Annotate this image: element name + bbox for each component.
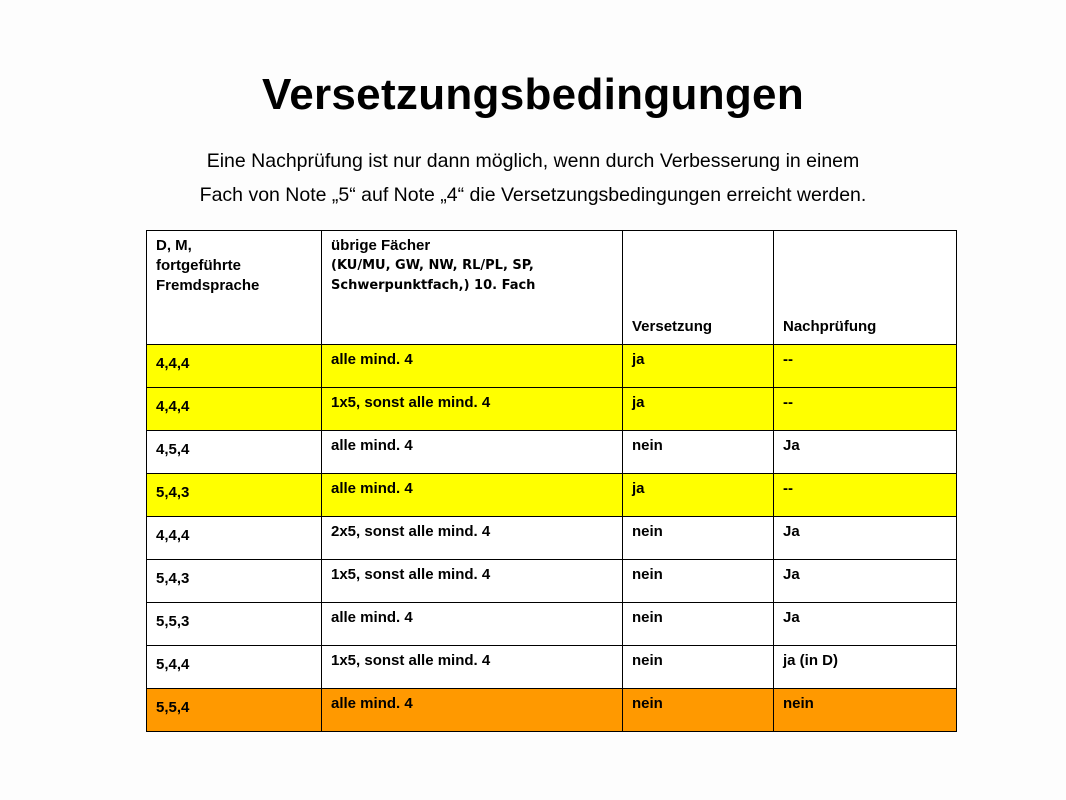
cell-versetzung: nein xyxy=(623,689,774,732)
cell-other-grades: alle mind. 4 xyxy=(322,345,623,388)
promotion-table xyxy=(146,230,957,732)
page-title: Versetzungsbedingungen xyxy=(262,70,804,119)
header-core-line-2: fortgeführte xyxy=(156,257,241,274)
header-nachpruefung: Nachprüfung xyxy=(774,231,957,345)
cell-nachpruefung: Ja xyxy=(774,603,957,646)
cell-other-grades: 1x5, sonst alle mind. 4 xyxy=(322,646,623,689)
table-row xyxy=(147,603,957,646)
table-row xyxy=(147,517,957,560)
cell-nachpruefung: Ja xyxy=(774,517,957,560)
cell-other-grades: alle mind. 4 xyxy=(322,474,623,517)
cell-other-grades: 2x5, sonst alle mind. 4 xyxy=(322,517,623,560)
cell-versetzung: nein xyxy=(623,560,774,603)
cell-core-grades: 4,4,4 xyxy=(147,517,322,560)
table-row xyxy=(147,560,957,603)
cell-other-grades: alle mind. 4 xyxy=(322,603,623,646)
cell-other-grades: 1x5, sonst alle mind. 4 xyxy=(322,388,623,431)
table-row xyxy=(147,431,957,474)
cell-nachpruefung: Ja xyxy=(774,560,957,603)
cell-core-grades: 5,4,3 xyxy=(147,474,322,517)
cell-nachpruefung: -- xyxy=(774,474,957,517)
cell-nachpruefung: nein xyxy=(774,689,957,732)
cell-core-grades: 4,5,4 xyxy=(147,431,322,474)
cell-versetzung: nein xyxy=(623,517,774,560)
cell-core-grades: 4,4,4 xyxy=(147,388,322,431)
table-row xyxy=(147,646,957,689)
cell-core-grades: 5,4,4 xyxy=(147,646,322,689)
cell-versetzung: nein xyxy=(623,603,774,646)
cell-nachpruefung: Ja xyxy=(774,431,957,474)
cell-nachpruefung: -- xyxy=(774,388,957,431)
cell-core-grades: 5,4,3 xyxy=(147,560,322,603)
intro-line-1: Eine Nachprüfung ist nur dann möglich, wenn durch Verbesserung in einem xyxy=(206,150,860,172)
cell-other-grades: alle mind. 4 xyxy=(322,431,623,474)
cell-nachpruefung: ja (in D) xyxy=(774,646,957,689)
table-row xyxy=(147,474,957,517)
header-core-line-1: D, M, xyxy=(156,237,192,254)
header-versetzung: Versetzung xyxy=(623,231,774,345)
table-row xyxy=(147,345,957,388)
header-other-line-3: Schwerpunktfach,) 10. Fach xyxy=(331,278,536,293)
table-row xyxy=(147,689,957,732)
cell-nachpruefung: -- xyxy=(774,345,957,388)
cell-versetzung: nein xyxy=(623,646,774,689)
header-other-subjects xyxy=(322,231,623,345)
header-other-line-2: (KU/MU, GW, NW, RL/PL, SP, xyxy=(331,258,534,273)
header-core-subjects xyxy=(147,231,322,345)
cell-versetzung: ja xyxy=(623,474,774,517)
cell-versetzung: ja xyxy=(623,345,774,388)
cell-core-grades: 4,4,4 xyxy=(147,345,322,388)
cell-core-grades: 5,5,4 xyxy=(147,689,322,732)
cell-versetzung: nein xyxy=(623,431,774,474)
intro-line-2: Fach von Note „5“ auf Note „4“ die Versetzungsbedingungen erreicht werden. xyxy=(199,184,867,206)
header-other-line-1: übrige Fächer xyxy=(331,237,431,254)
cell-other-grades: alle mind. 4 xyxy=(322,689,623,732)
header-core-line-3: Fremdsprache xyxy=(156,277,260,294)
table-row xyxy=(147,388,957,431)
cell-versetzung: ja xyxy=(623,388,774,431)
cell-core-grades: 5,5,3 xyxy=(147,603,322,646)
cell-other-grades: 1x5, sonst alle mind. 4 xyxy=(322,560,623,603)
table-header-row xyxy=(147,231,957,345)
